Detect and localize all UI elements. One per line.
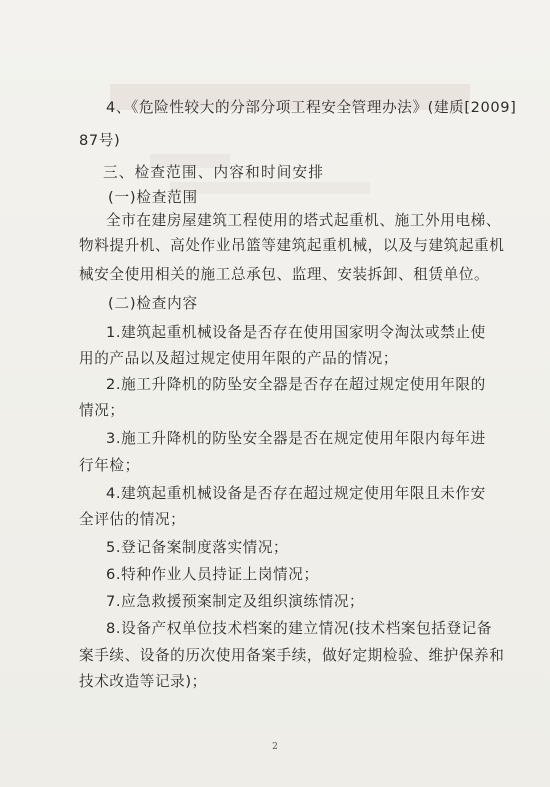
text-line: 全市在建房屋建筑工程使用的塔式起重机、施工外用电梯、 bbox=[106, 212, 502, 229]
text-line: 全评估的情况； bbox=[79, 511, 186, 528]
text-line: 6.特种作业人员持证上岗情况； bbox=[106, 566, 319, 583]
text-line: 8.设备产权单位技术档案的建立情况(技术档案包括登记备 bbox=[106, 620, 493, 637]
text-line: 案手续、设备的历次使用备案手续，做好定期检验、维护保养和 bbox=[79, 647, 505, 664]
text-line: 4.建筑起重机械设备是否存在超过规定使用年限且未作安 bbox=[106, 485, 486, 502]
text-line: 5.登记备案制度落实情况； bbox=[106, 539, 289, 556]
text-line: 物料提升机、高处作业吊篮等建筑起重机械，以及与建筑起重机 bbox=[79, 237, 505, 254]
text-line: 行年检； bbox=[79, 457, 140, 474]
page-number: 2 bbox=[272, 742, 278, 752]
text-line: 用的产品以及超过规定使用年限的产品的情况； bbox=[79, 350, 399, 367]
text-line: 1.建筑起重机械设备是否存在使用国家明令淘汰或禁止使 bbox=[106, 324, 486, 341]
text-line: 2.施工升降机的防坠安全器是否存在超过规定使用年限的 bbox=[106, 376, 486, 393]
subsection-heading: (一)检查范围 bbox=[108, 189, 198, 206]
text-line: 87号) bbox=[79, 132, 121, 149]
text-line: 7.应急救援预案制定及组织演练情况； bbox=[106, 593, 365, 610]
section-heading: 三、检查范围、内容和时间安排 bbox=[103, 164, 325, 181]
text-line: 械安全使用相关的施工总承包、监理、安装拆卸、租赁单位。 bbox=[79, 266, 490, 283]
text-line: 3.施工升降机的防坠安全器是否在规定使用年限内每年进 bbox=[106, 430, 486, 447]
text-line: 情况； bbox=[79, 402, 125, 419]
text-line: 4、《危险性较大的分部分项工程安全管理办法》(建质[2009] bbox=[106, 99, 517, 116]
text-line: 技术改造等记录)； bbox=[79, 673, 207, 690]
subsection-heading: (二)检查内容 bbox=[108, 295, 198, 312]
